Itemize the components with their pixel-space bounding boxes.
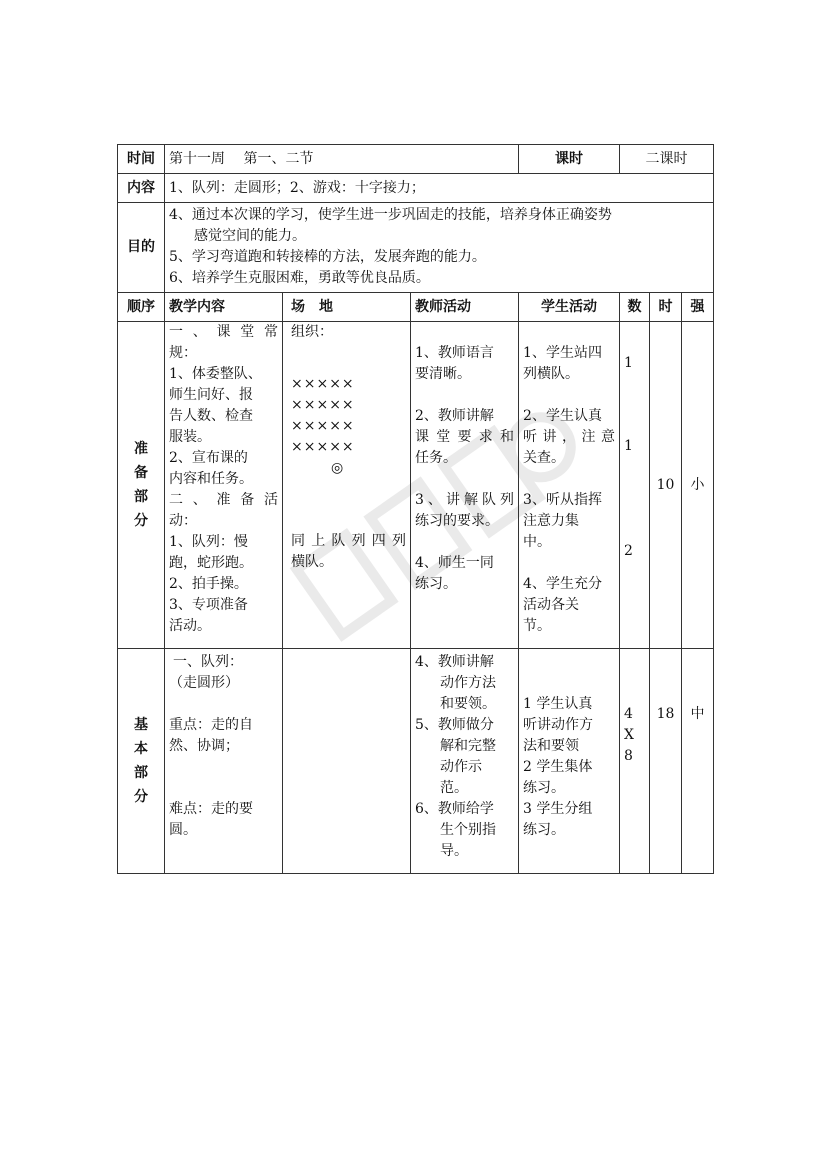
col-teacher: 教师活动 [411,293,519,322]
basic-count: 4 X 8 [620,649,650,874]
goal-item: 6、培养学生克服困难，勇敢等优良品质。 [169,270,430,286]
prep-count: 1 1 2 [620,322,650,649]
content-value: 1、队列：走圆形；2、游戏：十字接力； [165,174,714,203]
col-count: 数 [620,293,650,322]
prep-label: 准 备 部 分 [118,322,165,649]
time-label: 时间 [118,145,165,174]
prep-time: 10 [650,322,682,649]
col-content: 教学内容 [165,293,283,322]
content-label: 内容 [118,174,165,203]
prep-intensity: 小 [682,322,714,649]
formation-row: ××××× [291,376,355,392]
period-label: 课时 [519,145,620,174]
col-student: 学生活动 [519,293,620,322]
time-row [118,145,714,174]
venue-note: 横队。 [291,554,333,570]
lesson-plan-table [117,144,714,874]
basic-row [118,649,714,874]
prep-student: 1、学生站四 列横队。 2、学生认真 听讲，注意 关查。 3、听从指挥 注意力集 中。 4、学生充分 活动各关 节。 [519,322,620,649]
prep-teacher: 1、教师语言 要清晰。 2、教师讲解 课堂要求和 任务。 3、讲解队列 练习的要求。 4、师生一同 练习。 [411,322,519,649]
basic-student: 1 学生认真 听讲动作方 法和要领 2 学生集体 练习。 3 学生分组 练习。 [519,649,620,874]
time-value: 第十一周 第一、二节 [165,145,519,174]
column-header-row [118,293,714,322]
prep-row [118,322,714,649]
col-intensity: 强 [682,293,714,322]
goal-item: 5、学习弯道跑和转接棒的方法，发展奔跑的能力。 [169,249,486,265]
basic-label: 基 本 部 分 [118,649,165,874]
goal-item: 4、通过本次课的学习，使学生进一步巩固走的技能，培养身体正确姿势 [169,207,612,223]
venue-note: 同上队列四列 [291,533,406,549]
teacher-position-icon: ◎ [331,460,344,476]
col-time: 时 [650,293,682,322]
goals-list [165,203,714,293]
formation-row: ××××× [291,439,355,455]
basic-content: 一、队列： （走圆形） 重点：走的自 然、协调； 难点：走的要 圆。 [165,649,283,874]
col-venue: 场 地 [283,293,411,322]
prep-content: 一、课堂常 规： 1、体委整队、 师生问好、报 告人数、检查 服装。 2、宣布课的 内容和任务。 二、准备活 动： 1、队列：慢 跑，蛇形跑。 2、拍手操。 3、专项准备 活动。 [165,322,283,649]
goals-row [118,203,714,293]
content-row [118,174,714,203]
formation-row: ××××× [291,418,355,434]
goal-item: 感觉空间的能力。 [194,228,306,244]
basic-venue [283,649,411,874]
basic-teacher: 4、教师讲解 动作方法 和要领。 5、教师做分 解和完整 动作示 范。 6、教师给学 生个别指 导。 [411,649,519,874]
formation-row: ××××× [291,397,355,413]
goals-label: 目的 [118,203,165,293]
venue-org-label: 组织： [291,324,333,340]
basic-time: 18 [650,649,682,874]
basic-intensity: 中 [682,649,714,874]
period-value: 二课时 [620,145,714,174]
col-order: 顺序 [118,293,165,322]
prep-venue [283,322,411,649]
